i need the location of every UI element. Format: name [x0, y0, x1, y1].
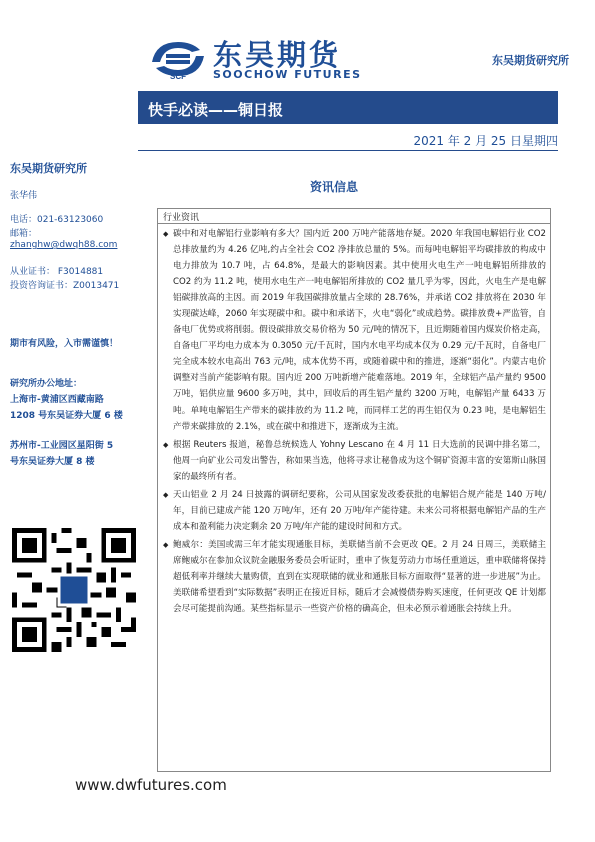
advisory-certificate: 投资咨询证书：Z0013471	[10, 281, 120, 291]
office-line-4: 号东吴证券大厦 8 楼	[10, 457, 95, 467]
email-link[interactable]: zhanghw@dwqh88.com	[10, 240, 118, 250]
box-header	[158, 209, 550, 224]
office-label: 研究所办公地址：	[10, 379, 83, 389]
footer-url[interactable]: www.dwfutures.com	[75, 776, 227, 794]
title-banner	[138, 91, 558, 124]
box-header-label: 行业资讯	[163, 213, 200, 223]
office-line-2: 1208 号东吴证券大厦 6 楼	[10, 411, 123, 421]
email-label: 邮箱：	[10, 229, 38, 239]
news-item-text: 碳中和对电解铝行业影响有多大？国内近 200 万吨产能落地存疑。2020 年我国电解铝行业 CO2 总排放量约为 4.26 亿吨,约占全社会 CO2 净排放总量的 5%。而每吨电解铝平均碳排放的构成中电力排放为 10.7 吨，占 64.8%，是最大的影响因素。其中使用火电生产一吨电解铝所排放的 CO2 约为 11.2 吨，使用水电生产一吨电解铝所排放的 CO2 量几乎为零，因此，火电生产是电解铝碳排放高的主因。而 2019 年我国碳排放量占全球的 28.76%，并承诺 CO2 排放将在 2030 年实现碳达峰，2060 年实现碳中和。碳中和承诺下，火电“弱化”或成趋势。碳排放费+严监管，自备电厂优势或将削弱。假设碳排放交易价格为 50 元/吨的情况下，且近期随着国内煤炭价格走高，自备电厂平均电力成本为 0.3050 元/千瓦时，国内水电平均成本仅为 0.29 元/千瓦时，自备电厂完全成本较水电高出 763 元/吨，成本优势不再，或随着碳中和的推进，逐渐“弱化”。内蒙古电价调整对当前产能影响有限。国内近 200 万吨新增产能难落地。2019 年，全球铝产品产量约 9500 万吨，铝供应量 9600 多万吨，其中，回收后的再生铝产量约 3200 万吨，电解铝产量 6433 万吨。单吨电解铝生产带来的碳排放约为 11.2 吨，而同样工艺的再生铝仅为 0.23 吨，是电解铝生产带来碳排放的 2.1%，或在碳中和推进下，逐渐成为主流。	[173, 229, 546, 432]
news-item-text: 天山铝业 2 月 24 日披露的调研纪要称，公司从国家发改委获批的电解铝合规产能是 140 万吨/年，目前已建成产能 120 万吨/年，还有 20 万吨/年产能待建。未来公司将根据电解铝产品的生产成本和盈利能力决定剩余 20 万吨/年产能的建设时间和方式。	[173, 489, 546, 532]
department-name: 东吴期货研究所	[492, 54, 569, 67]
practice-certificate: 从业证书： F3014881	[10, 267, 104, 277]
sidebar-org: 东吴期货研究所	[10, 162, 87, 175]
qr-code	[12, 528, 136, 652]
bullet-icon: ◆	[163, 490, 169, 499]
news-item-text: 根据 Reuters 报道，秘鲁总统候选人 Yohny Lescano 在 4 月 11 日大选前的民调中排名第二，他周一向矿业公司发出警告，称如果当选，他将寻求让秘鲁成为这个铜矿资源丰富的安第斯山脉国家的最终所有者。	[173, 439, 546, 482]
bullet-icon: ◆	[163, 540, 169, 549]
header-divider	[138, 150, 558, 151]
risk-warning: 期市有风险，入市需谨慎！	[10, 339, 119, 349]
news-item-text: 鲍威尔：美国或需三年才能实现通胀目标，美联储当前不会更改 QE。2 月 24 日周三，美联储主席鲍威尔在参加众议院金融服务委员会听证时，重申了恢复劳动力市场任重道远，重申联储将保持超低利率并继续大量购债，直到在实现联储的就业和通胀目标方面取得“显著的进一步进展”为止。美联储希望看到“实际数据”表明正在接近目标，随后才会减慢债券购买速度，任何更改 QE 计划都会尽可能提前沟通。某些指标显示一些资产价格的确高企，但未必预示着通胀会持续上升。	[173, 539, 546, 615]
office-line-1: 上海市-黄浦区西藏南路	[10, 395, 104, 405]
office-line-3: 苏州市-工业园区星阳街 5	[10, 441, 114, 451]
logo-chinese-name: 东吴期货	[213, 38, 342, 72]
bullet-icon: ◆	[163, 440, 169, 449]
section-title: 资讯信息	[310, 180, 359, 194]
news-list	[163, 226, 546, 617]
report-title: 快手必读——铜日报	[148, 101, 284, 119]
analyst-phone: 电话：021-63123060	[10, 215, 104, 225]
news-item	[163, 437, 546, 485]
analyst-name: 张华伟	[10, 191, 38, 201]
news-item	[163, 226, 546, 435]
news-item	[163, 487, 546, 535]
report-date: 2021 年 2 月 25 日星期四	[413, 134, 558, 148]
bullet-icon: ◆	[163, 230, 169, 238]
company-logo	[148, 38, 208, 80]
office-address	[10, 376, 135, 470]
industry-news-box	[157, 208, 551, 772]
news-item	[163, 537, 546, 617]
logo-mark-text: SCF	[170, 72, 186, 80]
logo-english-name: SOOCHOW FUTURES	[213, 68, 362, 81]
